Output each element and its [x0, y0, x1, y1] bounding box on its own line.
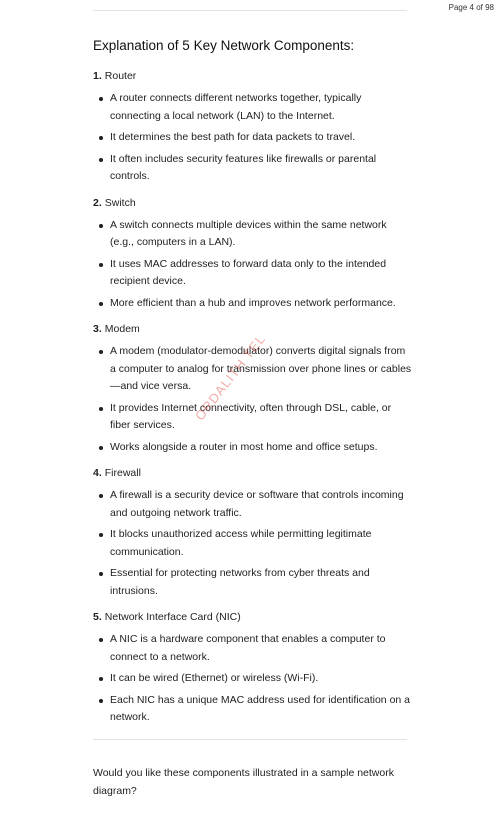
bullet-item: It determines the best path for data packets to travel. — [93, 129, 413, 147]
section-nic — [93, 610, 413, 727]
bullet-item: Works alongside a router in most home and office setups. — [93, 439, 413, 457]
section-number: 1. — [93, 70, 102, 82]
section-heading — [93, 69, 413, 83]
bottom-divider — [93, 739, 407, 740]
section-heading — [93, 196, 413, 210]
bullet-item: A switch connects multiple devices within the same network (e.g., computers in a LAN). — [93, 217, 413, 252]
section-title: Network Interface Card (NIC) — [104, 611, 241, 623]
bullet-item: It can be wired (Ethernet) or wireless (Wi-Fi). — [93, 670, 413, 688]
section-switch — [93, 196, 413, 313]
document-title: Explanation of 5 Key Network Components: — [93, 38, 355, 53]
section-heading — [93, 610, 413, 624]
section-title: Switch — [104, 196, 136, 209]
document-body — [93, 37, 413, 737]
page-number: Page 4 of 98 — [448, 3, 494, 12]
bullet-item: A router connects different networks together, typically connecting a local network (LAN) to the Internet. — [93, 90, 413, 125]
bullet-list — [93, 343, 413, 456]
bullet-list — [93, 487, 413, 600]
bullet-item: Essential for protecting networks from cyber threats and intrusions. — [93, 565, 413, 600]
section-number: 4. — [93, 467, 102, 479]
section-number: 5. — [93, 611, 102, 623]
section-heading — [93, 322, 413, 336]
section-title: Router — [104, 70, 137, 82]
bullet-item: A NIC is a hardware component that enables a computer to connect to a network. — [93, 631, 413, 666]
section-router — [93, 69, 413, 186]
top-divider — [93, 10, 407, 11]
bullet-item: A modem (modulator-demodulator) converts digital signals from a computer to analog for transmission over phone lines or cables—and vice versa. — [93, 343, 413, 396]
bullet-item: It provides Internet connectivity, often through DSL, cable, or fiber services. — [93, 400, 413, 435]
section-number: 2. — [93, 196, 102, 209]
watermark: ORDALITH TEL — [192, 331, 269, 424]
section-title: Firewall — [104, 467, 141, 479]
closing-question: Would you like these components illustrated in a sample network diagram? — [93, 767, 394, 797]
bullet-item: Each NIC has a unique MAC address used for identification on a network. — [93, 692, 413, 727]
section-firewall — [93, 466, 413, 600]
section-title: Modem — [104, 323, 140, 335]
bullet-item: It blocks unauthorized access while permitting legitimate communication. — [93, 526, 413, 561]
bullet-list — [93, 631, 413, 727]
bullet-item: A firewall is a security device or software that controls incoming and outgoing network traffic. — [93, 487, 413, 522]
bullet-item: It uses MAC addresses to forward data only to the intended recipient device. — [93, 256, 413, 291]
section-number: 3. — [93, 323, 102, 335]
section-modem — [93, 322, 413, 456]
bullet-list — [93, 217, 413, 313]
bullet-item: More efficient than a hub and improves network performance. — [93, 295, 413, 313]
section-heading — [93, 466, 413, 480]
bullet-list — [93, 90, 413, 186]
bullet-item: It often includes security features like firewalls or parental controls. — [93, 151, 413, 186]
